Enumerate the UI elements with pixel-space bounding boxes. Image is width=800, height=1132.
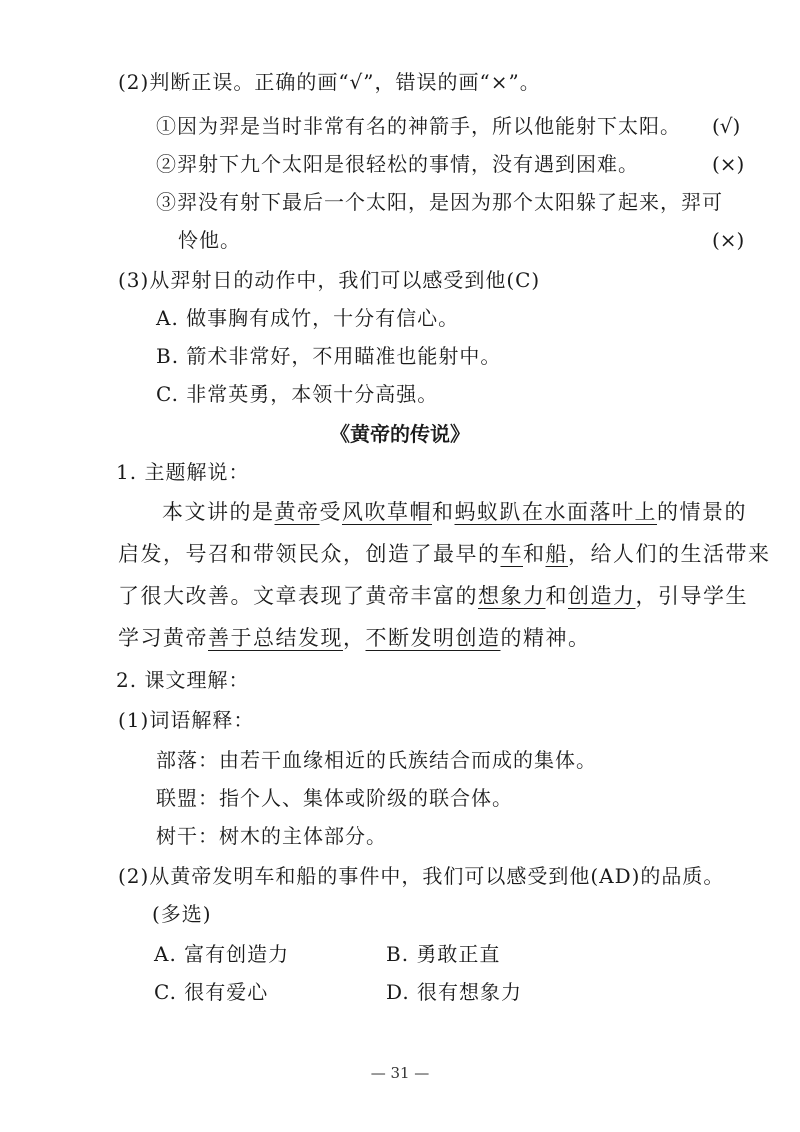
def-lianmeng: 联盟：指个人、集体或阶级的联合体。 xyxy=(156,786,513,810)
s1-para-line-3: 了很大改善。文章表现了黄帝丰富的想象力和创造力，引导学生 xyxy=(118,584,748,608)
s2-multi-note: (多选) xyxy=(152,902,212,926)
q2-item-1-answer: (√) xyxy=(712,114,741,138)
underline-huangdi: 黄帝 xyxy=(274,500,320,524)
q3-option-a: A. 做事胸有成竹，十分有信心。 xyxy=(156,306,460,330)
s2-sub1: (1)词语解释： xyxy=(118,708,255,732)
underline-boat: 船 xyxy=(545,542,568,566)
q2-item-2: ②羿射下九个太阳是很轻松的事情，没有遇到困难。 xyxy=(156,152,639,176)
underline-cart: 车 xyxy=(500,542,523,566)
s2-option-b: B. 勇敢正直 xyxy=(386,942,501,966)
underline-imagination: 想象力 xyxy=(478,584,546,608)
q2-item-1: ①因为羿是当时非常有名的神箭手，所以他能射下太阳。 xyxy=(156,114,681,138)
s2-option-c: C. 很有爱心 xyxy=(154,980,269,1004)
s1-para-line-2: 启发，号召和带领民众，创造了最早的车和船，给人们的生活带来 xyxy=(118,542,771,566)
section-title: 《黄帝的传说》 xyxy=(330,422,470,446)
q2-item-2-answer: (×) xyxy=(712,152,745,176)
underline-creativity: 创造力 xyxy=(568,584,636,608)
q2-stem: (2)判断正误。正确的画“√”，错误的画“×”。 xyxy=(118,70,541,94)
underline-summarize: 善于总结发现 xyxy=(208,626,343,650)
def-shugan: 树干：树木的主体部分。 xyxy=(156,824,387,848)
q2-item-3: ③羿没有射下最后一个太阳，是因为那个太阳躲了起来，羿可 xyxy=(156,190,723,214)
def-buluo: 部落：由若干血缘相近的氏族结合而成的集体。 xyxy=(156,748,597,772)
q3-option-b: B. 箭术非常好，不用瞄准也能射中。 xyxy=(156,344,502,368)
s2-option-d: D. 很有想象力 xyxy=(386,980,523,1004)
s1-para-line-4: 学习黄帝善于总结发现，不断发明创造的精神。 xyxy=(118,626,591,650)
q3-option-c: C. 非常英勇，本领十分高强。 xyxy=(156,382,439,406)
s2-option-a: A. 富有创造力 xyxy=(154,942,290,966)
underline-hat: 风吹草帽 xyxy=(342,500,432,524)
s1-para-line-1: 本文讲的是黄帝受风吹草帽和蚂蚁趴在水面落叶上的情景的 xyxy=(162,500,747,524)
underline-invent: 不断发明创造 xyxy=(365,626,501,650)
q2-item-3-cont: 怜他。 xyxy=(178,228,241,252)
q2-item-3-answer: (×) xyxy=(712,228,745,252)
s2-sub2: (2)从黄帝发明车和船的事件中，我们可以感受到他(AD)的品质。 xyxy=(118,864,725,888)
page-number: — 31 — xyxy=(370,1064,430,1082)
underline-ants: 蚂蚁趴在水面落叶上 xyxy=(454,500,657,524)
s1-heading: 1. 主题解说： xyxy=(116,460,250,484)
s2-heading: 2. 课文理解： xyxy=(116,668,250,692)
q3-stem: (3)从羿射日的动作中，我们可以感受到他(C) xyxy=(118,268,541,292)
